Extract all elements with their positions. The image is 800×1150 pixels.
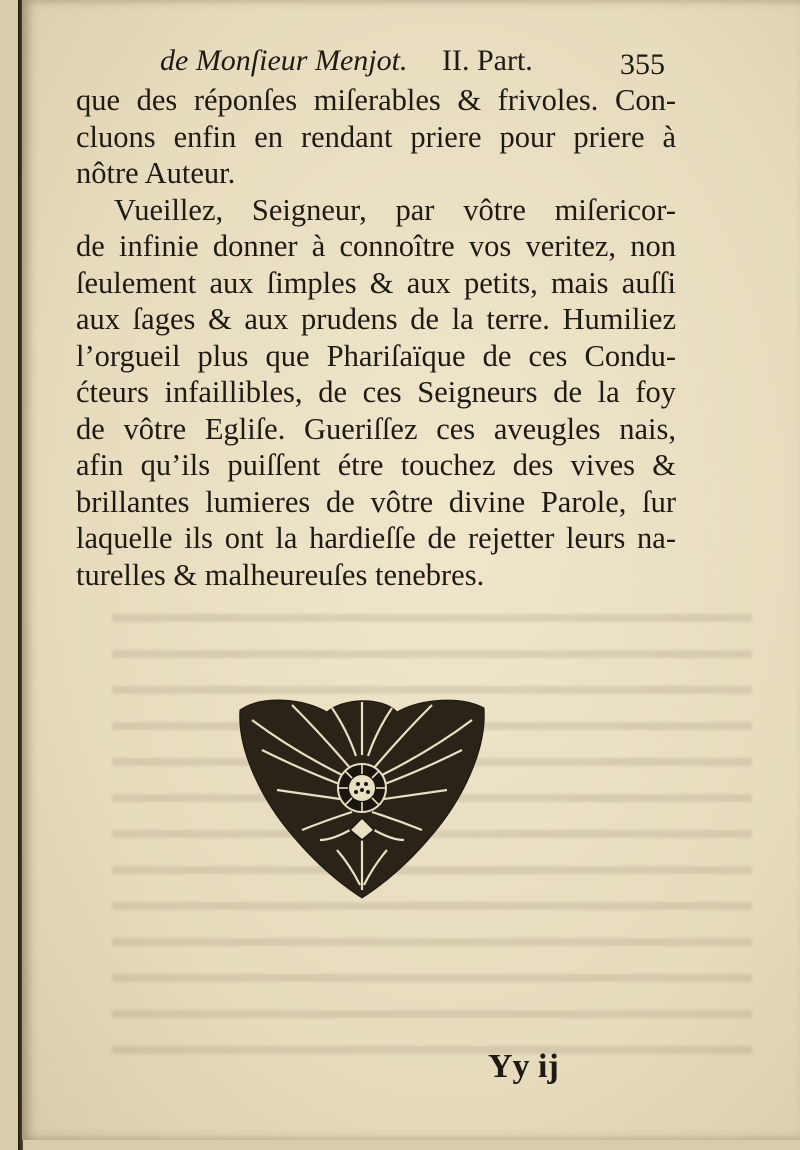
running-head-title: de Monſieur Menjot. [160,44,408,77]
text-line: que des réponſes miſerables & frivoles. Con- [76,83,676,117]
text-line: laquelle ils ont la hardieſſe de rejetter leurs na- [76,521,676,555]
text-line: Vueillez, Seigneur, par vôtre miſericor- [114,192,676,227]
body-text [76,82,676,593]
text-line: nôtre Auteur. [76,156,236,190]
text-line: ćteurs infaillibles, de ces Seigneurs de la foy [76,375,676,409]
text-line: turelles & malheureuſes tenebres. [76,557,485,592]
running-head [160,44,680,84]
page-number: 355 [620,48,665,81]
text-line: ſeulement aux ſimples & aux petits, mais auſſi [76,265,676,300]
text-line: l’orgueil plus que Phariſaïque de ces Condu- [76,338,676,373]
text-line: cluons enfin en rendant priere pour priere à [76,119,676,154]
running-head-part: II. Part. [442,44,533,77]
text-line: de infinie donner à connoître vos veritez, non [76,229,676,263]
text-line: aux ſages & aux prudens de la terre. Humiliez [76,302,676,336]
text-line: afin qu’ils puiſſent étre touchez des vives & [76,448,676,482]
text-line: brillantes lumieres de vôtre divine Parole, ſur [76,484,676,519]
signature-mark: Yy ij [488,1048,559,1085]
floral-tailpiece-icon [232,690,492,900]
text-line: de vôtre Egliſe. Gueriſſez ces aveugles nais, [76,411,676,446]
